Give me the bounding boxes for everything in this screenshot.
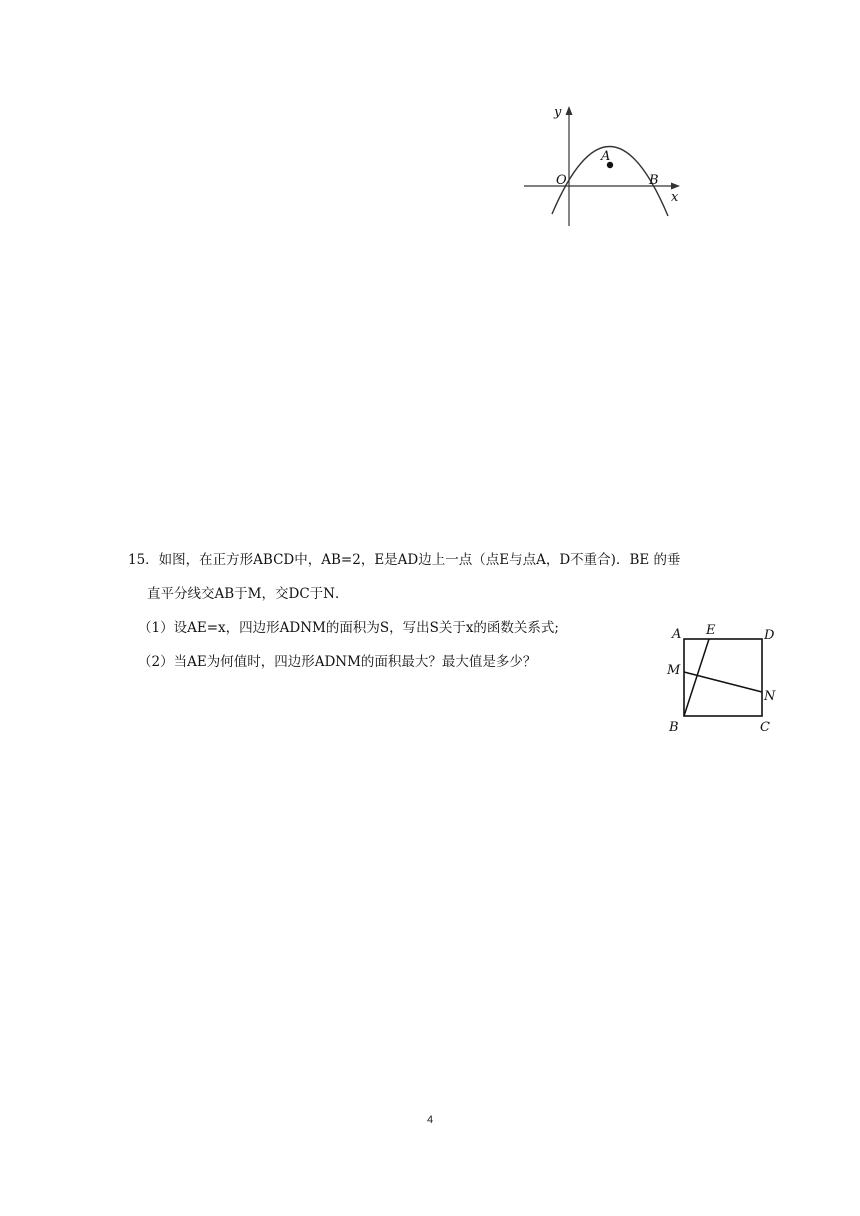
page-number: 4 xyxy=(426,1114,434,1126)
point-a-label: A xyxy=(601,149,611,164)
problem-statement-line-2: 直平分线交AB于M，交DC于N． xyxy=(147,586,349,602)
y-axis-label: y xyxy=(554,105,562,120)
square-figure xyxy=(664,620,780,738)
x-axis-arrow xyxy=(671,183,680,190)
problem-part-2: （2）当AE为何值时，四边形ADNM的面积最大？最大值是多少？ xyxy=(138,654,537,670)
problem-statement-line-1: 15．如图，在正方形ABCD中，AB=2，E是AD边上一点（点E与点A，D不重合)．BE 的垂 xyxy=(128,552,681,568)
square-abcd xyxy=(684,639,762,716)
vertex-d-label: D xyxy=(764,628,775,643)
point-e-label: E xyxy=(706,623,716,638)
point-m-label: M xyxy=(667,663,681,678)
x-axis-label: x xyxy=(671,190,679,205)
parabola-figure xyxy=(518,98,686,230)
point-n-label: N xyxy=(764,689,776,704)
vertex-a-label: A xyxy=(672,627,682,642)
problem-part-1: （1）设AE=x，四边形ADNM的面积为S，写出S关于x的函数关系式; xyxy=(138,620,559,636)
vertex-b-label: B xyxy=(669,720,679,735)
point-b-label: B xyxy=(649,173,659,188)
origin-label: O xyxy=(556,173,567,188)
y-axis-arrow xyxy=(566,106,573,115)
vertex-c-label: C xyxy=(760,720,770,735)
